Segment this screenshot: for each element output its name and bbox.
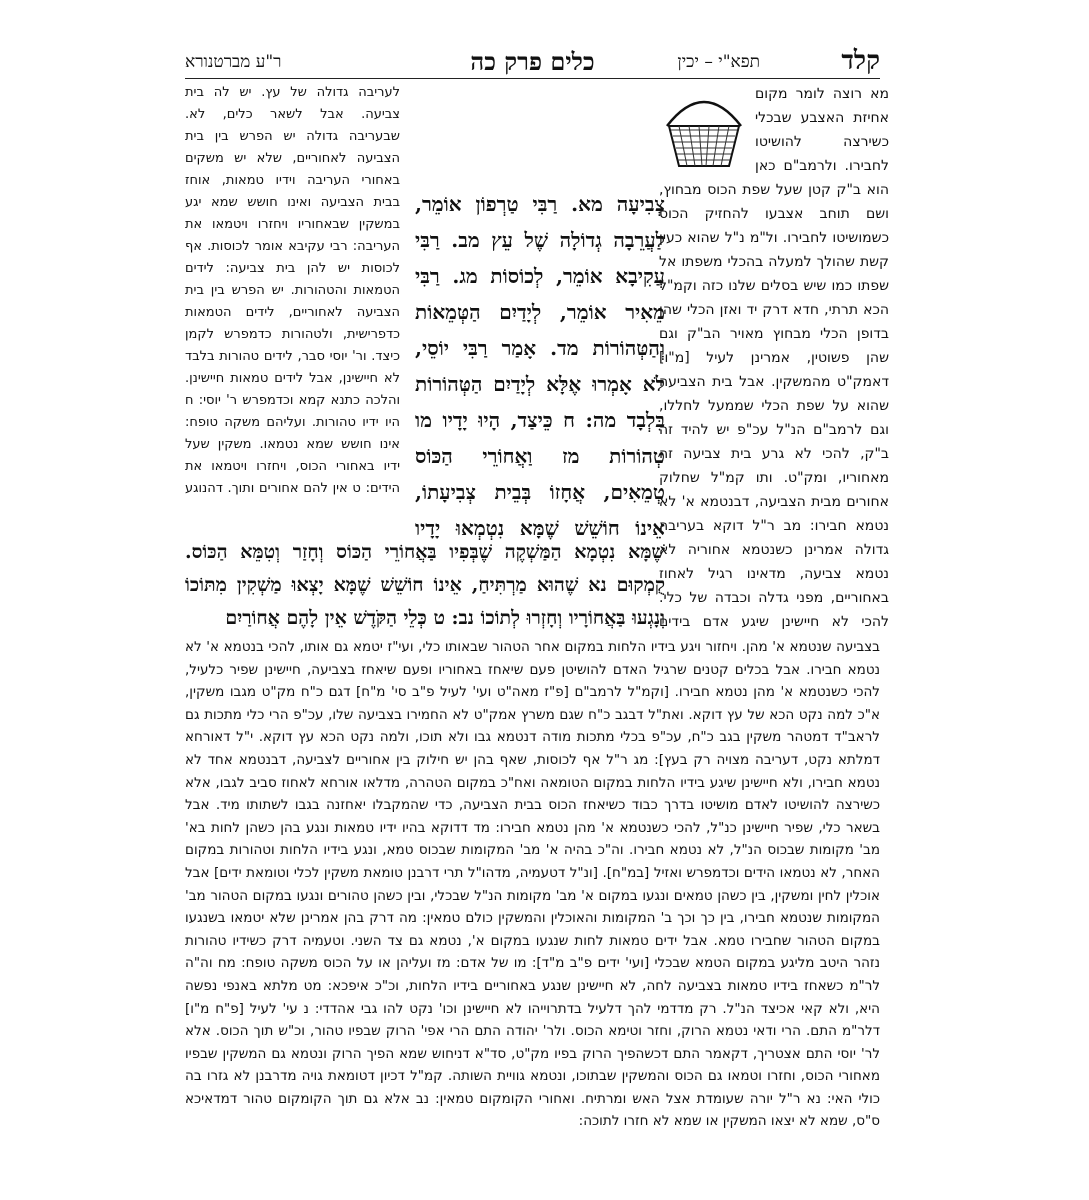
page-header [185, 44, 880, 79]
mishnah-text: צְבִיעָה מא. רַבִּי טַרְפוֹן אוֹמֵר, לַעֲרֵבָה גְדוֹלָה שֶׁל עֵץ מב. רַבִּי עֲקִיבָא אוֹמֵר, לְכוֹסוֹת מג. רַבִּי מֵאִיר אוֹמֵר, לְיָדַיִם הַטְּמֵאוֹת וְהַטְּהוֹרוֹת מד. אָמַר רַבִּי יוֹסֵי, לֹא אָמְרוּ אֶלָּא לְיָדַיִם הַטְּהוֹרוֹת בִּלְבָד מה: ח כֵּיצַד, הָיוּ יָדָיו מו טְהוֹרוֹת מז וַאֲחוֹרֵי הַכּוֹס טְמֵאִים, אֲחָזוֹ בְּבֵית צְבִיעָתוֹ, אֵינוֹ חוֹשֵׁשׁ שֶׁמָּא נִטְמְאוּ יָדָיו [415, 192, 665, 540]
basket-illustration [659, 86, 749, 170]
bartenura-label: ר"ע מברטנורא [185, 52, 282, 72]
bartenura-commentary [185, 82, 400, 502]
mishnah-continuation-text: שֶׁמָּא נִטְמָא הַמַּשְׁקֶה שֶׁבְּפִיו בַּאֲחוֹרֵי הַכּוֹס וְחָזַר וְטִמֵּא הַכּוֹס. קֻמְקוּם נא שֶׁהוּא מַרְתִּיחַ, אֵינוֹ חוֹשֵׁשׁ שֶׁמָּא יָצְאוּ מַשְׁקִין מִתּוֹכוֹ וְנָגְעוּ בַּאֲחוֹרָיו וְחָזְרוּ לְתוֹכוֹ נב: ט כְּלֵי הַקֹּדֶשׁ אֵין לָהֶם אֲחוֹרַיִם [185, 541, 665, 629]
yachin-commentary-right [659, 82, 889, 638]
bartenura-text: לעריבה גדולה של עץ. יש לה בית צביעה. אבל לשאר כלים, לא. שבעריבה גדולה יש הפרש בין בית הצביעה לאחוריים, שלא יש משקים באחורי העריבה וידיו טמאות, אוחז בבית הצביעה ואינו חושש שמא יגע במשקין שבאחוריו ויחזרו ויטמאו את העריבה: רבי עקיבא אומר לכוסות. אף לכוסות יש להן בית צביעה: לידים הטמאות והטהורות. יש הפרש בין בית הצביעה לאחוריים, לידים הטמאות כדפרישית, ולטהורות כדמפרש לקמן כיצד. ור' יוסי סבר, לידים טהורות בלבד לא חיישינן, אבל לידים טמאות חיישינן. והלכה כתנא קמא וכדמפרש ר' יוסי: ח היו ידיו טהורות. ועליהם משקה טופח: אינו חושש שמא נטמאו. משקין שעל ידיו באחורי הכוס, ויחזרו ויטמאו את הידים: ט אין להם אחורים ותוך. דהנוגע [185, 85, 400, 496]
page-title: כלים פרק כה [470, 47, 595, 76]
page-number: קלד [841, 46, 880, 76]
mishnah-continuation [185, 536, 665, 636]
yachin-commentary-bottom [185, 636, 880, 1146]
yachin-text-right: מא רוצה לומר מקום אחיזת האצבע שבכלי כשירצה להושיטו לחבירו. ולרמב"ם כאן הוא ב"ק קטן שעל שפת הכוס מבחוץ, ושם תוחב אצבעו להחזיק הכוס כשמושיטו לחבירו. ול"מ נ"ל שהוא כעין קשת שהולך למעלה בהכלי משפתו אל שפתו כמו שיש בסלים שלנו כזה וקמ"ל הכא תרתי, חדא דרק יד ואזן הכלי שהן בדופן הכלי מבחוץ מאויר הב"ק וגם שהן פשוטין, אמרינן לעיל [מ"ו] דאמק"ט מהמשקין. אבל בית הצביעה שהוא על שפת הכלי שממעל לחללו, וגם לרמב"ם הנ"ל עכ"פ יש להיד זה ב"ק, להכי לא גרע בית צביעה זה מאחוריו, ומק"ט. ותו קמ"ל שחלוק אחורים מבית הצביעה, דבנטמא א' לא נטמא חבירו: מב ר"ל דוקא בעריבה גדולה אמרינן כשנטמא אחוריה לא נטמא צביעה, מדאינו רגיל לאחוז באחוריים, מפני גדלה וכבדה של כלי. להכי לא חיישינן שיגע אדם בידים [659, 86, 889, 630]
tiferet-yisrael-label: תפא"י – יכין [677, 52, 760, 72]
mishnah-column [415, 186, 665, 546]
yachin-text-bottom: בצביעה שנטמא א' מהן. ויחזור ויגע בידיו הלחות במקום אחר הטהור שבאותו כלי, ועי"ז יטמא גם אותו, להכי בנטמא א' לא נטמא חבירו. אבל בכלים קטנים שרגיל האדם להושיטן פעם שיאחז באחוריו ופעם שיאחז בצביעה, חיישינן שפיר כלעיל, להכי כשנטמא א' מהן נטמא חבירו. [וקמ"ל לרמב"ם [פ"ז מאה"ט ועי' לעיל פ"ב סי' מ"ח] דגם כ"ח מק"ט מגבו משקין, א"כ למה נקט הכא של עץ דוקא. ואת"ל דבגב כ"ח שגם משרץ אמק"ט לא החמירו בצביעה שלו, עכ"פ הרי כלי מתכות גם לראב"ד דמטהר משקין בגב כ"ח, עכ"פ בכלי מתכות מודה דנטמא גבו ולא תוכו, ולמה נקט הכא עץ דוקא. י"ל דאורחא דמלתא נקט, דעריבה מצויה רק בעץ]: מג ר"ל אף לכוסות, שאף בהן יש חילוק בין אחוריים לצביעה, דבנטמא אחד לא נטמא חבירו, ולא חיישינן שיגע בידיו הלחות במקום הטומאה ואח"כ במקום הטהרה, מדלאו אורחא לאחוז סביב לגבו, אלא כשירצה להושיטו לאדם מושיטו בדרך כבוד כשיאחז הכוס בבית הצביעה, כדי שהמקבלו יאחזנה בגבו לשתותו מיד. אבל בשאר כלי, שפיר חיישינן כנ"ל, להכי כשנטמא א' מהן נטמא חבירו: מד דדוקא בהיו ידיו טמאות ונגע בהן כשהן לחות בא' מב' מקומות שבכוס הנ"ל, לא נטמא חבירו. וה"כ בהיה א' מב' המקומות שבכוס טמא, ונגע בידיו הלחות וטהורות במקום האחר, לא נטמאו הידים וכדמפרש ואזיל [במ"ח]. [ונ"ל דטעמיה, מדהו"ל תרי דרבנן טומאת משקין לכלי וטומאת ידים] אבל אוכלין לחין ומשקין, בין כשהן טמאים ונגעו במקום א' מב' מקומות הנ"ל שבכלי, ובין כשהן טהורים ונגעו במקום הטהור מב' המקומות שנטמא חבירו, בין כך וכך ב' המקומות והאוכלין והמשקין כולם טמאין: מה דרק בהן אמרינן שלא יטמאו בשנגעו במקום הטהור שחבירו טמא. אבל ידים טמאות לחות שנגעו במקום א', נטמא גם צד השני. וטעמיה דרק כשידיו טהורות נזהר היטב מליגע במקום הטמא שבכלי [ועי' ידים פ"ב מ"ד]: מו של אדם: מז ועליהן או על הכוס משקה טופח: מח וה"ה לר"מ כשאחז בידיו טמאות בצביעה לחה, לא חיישינן שנגע באחוריים בידיו הלחות, וכ"כ איפכא: מט מלתא באנפי נפשה היא, ולא קאי אכיצד הנ"ל. רק מדדמי להך דלעיל בדתרוייהו לא חיישינן וכו' נקט להו גבי אהדדי: נ עי' לעיל [פ"ח מ"ו] דלר"מ התם. הרי ודאי נטמא הרוק, וחזר וטימא הכוס. ולר' יהודה התם הרי אפי' הרוק שבפיו טהור, וכ"ש תוך הכוס. אלא לר' יוסי התם אצטריך, דקאמר התם דכשהפיך הרוק בפיו מק"ט, סד"א דניחוש שמא הפיך הרוק ונטמא גם המשקין שבפיו מאחורי הכוס, וחזרו וטמאו גם הכוס והמשקין שבתוכו, ונטמא גוויית השותה. קמ"ל דכיון דטומאת גויה מדרבנן לא גזרו בה כולי האי: נא ר"ל יורה שעומדת אצל האש ומרתיח. ואחורי הקומקום טמאין: נב אלא גם תוך הקומקום טהור דמדאיכא ס"ס, שמא לא יצאו המשקין או שמא לא חזרו לתוכה: [185, 639, 880, 1130]
